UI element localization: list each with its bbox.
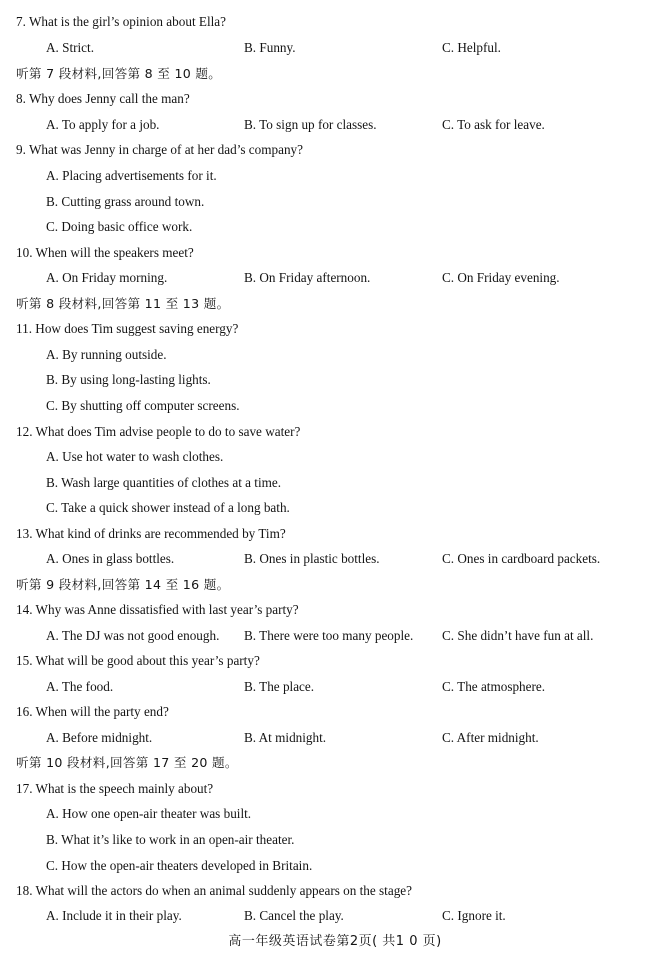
q12-option-b: B. Wash large quantities of clothes at a time. xyxy=(46,475,282,490)
q8-option-c: C. To ask for leave. xyxy=(442,117,545,132)
q9-option-b: B. Cutting grass around town. xyxy=(46,194,205,209)
question-8-options xyxy=(0,115,670,135)
question-14-stem: 14. Why was Anne dissatisfied with last year’s party? xyxy=(16,602,299,617)
q15-option-c: C. The atmosphere. xyxy=(442,679,546,694)
question-7-stem: 7. What is the girl’s opinion about Ella? xyxy=(16,14,226,29)
q10-option-b: B. On Friday afternoon. xyxy=(244,270,371,285)
q18-option-a: A. Include it in their play. xyxy=(46,908,182,923)
q7-option-c: C. Helpful. xyxy=(442,40,501,55)
page-footer: 高一年级英语试卷第2页( 共1 0 页) xyxy=(228,934,442,949)
question-12-option-c-row xyxy=(0,498,670,518)
section-10-instruction: 听第 10 段材料,回答第 17 至 20 题。 xyxy=(16,755,238,770)
q11-option-a: A. By running outside. xyxy=(46,347,167,362)
question-17-stem: 17. What is the speech mainly about? xyxy=(16,781,214,796)
question-8-stem: 8. Why does Jenny call the man? xyxy=(16,91,190,106)
q11-option-b: B. By using long-lasting lights. xyxy=(46,372,211,387)
q10-option-a: A. On Friday morning. xyxy=(46,270,168,285)
question-14-options xyxy=(0,626,670,646)
question-9-option-b-row xyxy=(0,192,670,212)
question-16-stem: 16. When will the party end? xyxy=(16,704,169,719)
q14-option-c: C. She didn’t have fun at all. xyxy=(442,628,594,643)
section-7-instruction: 听第 7 段材料,回答第 8 至 10 题。 xyxy=(16,66,222,81)
question-12-option-a-row xyxy=(0,447,670,467)
question-17-option-c-row xyxy=(0,856,670,876)
q7-option-b: B. Funny. xyxy=(244,40,296,55)
q18-option-c: C. Ignore it. xyxy=(442,908,506,923)
question-18-options xyxy=(0,906,670,926)
question-9-option-c-row xyxy=(0,217,670,237)
section-9-instruction: 听第 9 段材料,回答第 14 至 16 题。 xyxy=(16,577,230,592)
question-11-option-a-row xyxy=(0,345,670,365)
q13-option-b: B. Ones in plastic bottles. xyxy=(244,551,380,566)
question-12-stem: 12. What does Tim advise people to do to save water? xyxy=(16,424,301,439)
q16-option-b: B. At midnight. xyxy=(244,730,327,745)
q18-option-b: B. Cancel the play. xyxy=(244,908,344,923)
q12-option-a: A. Use hot water to wash clothes. xyxy=(46,449,224,464)
question-15-options xyxy=(0,677,670,697)
question-7-options xyxy=(0,38,670,58)
q13-option-c: C. Ones in cardboard packets. xyxy=(442,551,601,566)
question-11-option-b-row xyxy=(0,370,670,390)
question-17-option-a-row xyxy=(0,804,670,824)
q8-option-a: A. To apply for a job. xyxy=(46,117,160,132)
question-13-options xyxy=(0,549,670,569)
q7-option-a: A. Strict. xyxy=(46,40,94,55)
question-9-stem: 9. What was Jenny in charge of at her dad’s company? xyxy=(16,142,303,157)
q10-option-c: C. On Friday evening. xyxy=(442,270,560,285)
question-11-stem: 11. How does Tim suggest saving energy? xyxy=(16,321,239,336)
question-11-option-c-row xyxy=(0,396,670,416)
q13-option-a: A. Ones in glass bottles. xyxy=(46,551,175,566)
question-9-option-a-row xyxy=(0,166,670,186)
question-16-options xyxy=(0,728,670,748)
q14-option-b: B. There were too many people. xyxy=(244,628,414,643)
q17-option-a: A. How one open-air theater was built. xyxy=(46,806,252,821)
question-10-options xyxy=(0,268,670,288)
q17-option-c: C. How the open-air theaters developed in Britain. xyxy=(46,858,313,873)
q16-option-a: A. Before midnight. xyxy=(46,730,153,745)
q8-option-b: B. To sign up for classes. xyxy=(244,117,377,132)
q15-option-a: A. The food. xyxy=(46,679,114,694)
question-12-option-b-row xyxy=(0,473,670,493)
q15-option-b: B. The place. xyxy=(244,679,315,694)
question-13-stem: 13. What kind of drinks are recommended by Tim? xyxy=(16,526,286,541)
q11-option-c: C. By shutting off computer screens. xyxy=(46,398,240,413)
section-8-instruction: 听第 8 段材料,回答第 11 至 13 题。 xyxy=(16,296,230,311)
question-18-stem: 18. What will the actors do when an animal suddenly appears on the stage? xyxy=(16,883,412,898)
question-15-stem: 15. What will be good about this year’s party? xyxy=(16,653,260,668)
q16-option-c: C. After midnight. xyxy=(442,730,539,745)
q9-option-a: A. Placing advertisements for it. xyxy=(46,168,217,183)
q14-option-a: A. The DJ was not good enough. xyxy=(46,628,220,643)
q9-option-c: C. Doing basic office work. xyxy=(46,219,193,234)
q12-option-c: C. Take a quick shower instead of a long bath. xyxy=(46,500,290,515)
q17-option-b: B. What it’s like to work in an open-air theater. xyxy=(46,832,295,847)
question-17-option-b-row xyxy=(0,830,670,850)
question-10-stem: 10. When will the speakers meet? xyxy=(16,245,194,260)
